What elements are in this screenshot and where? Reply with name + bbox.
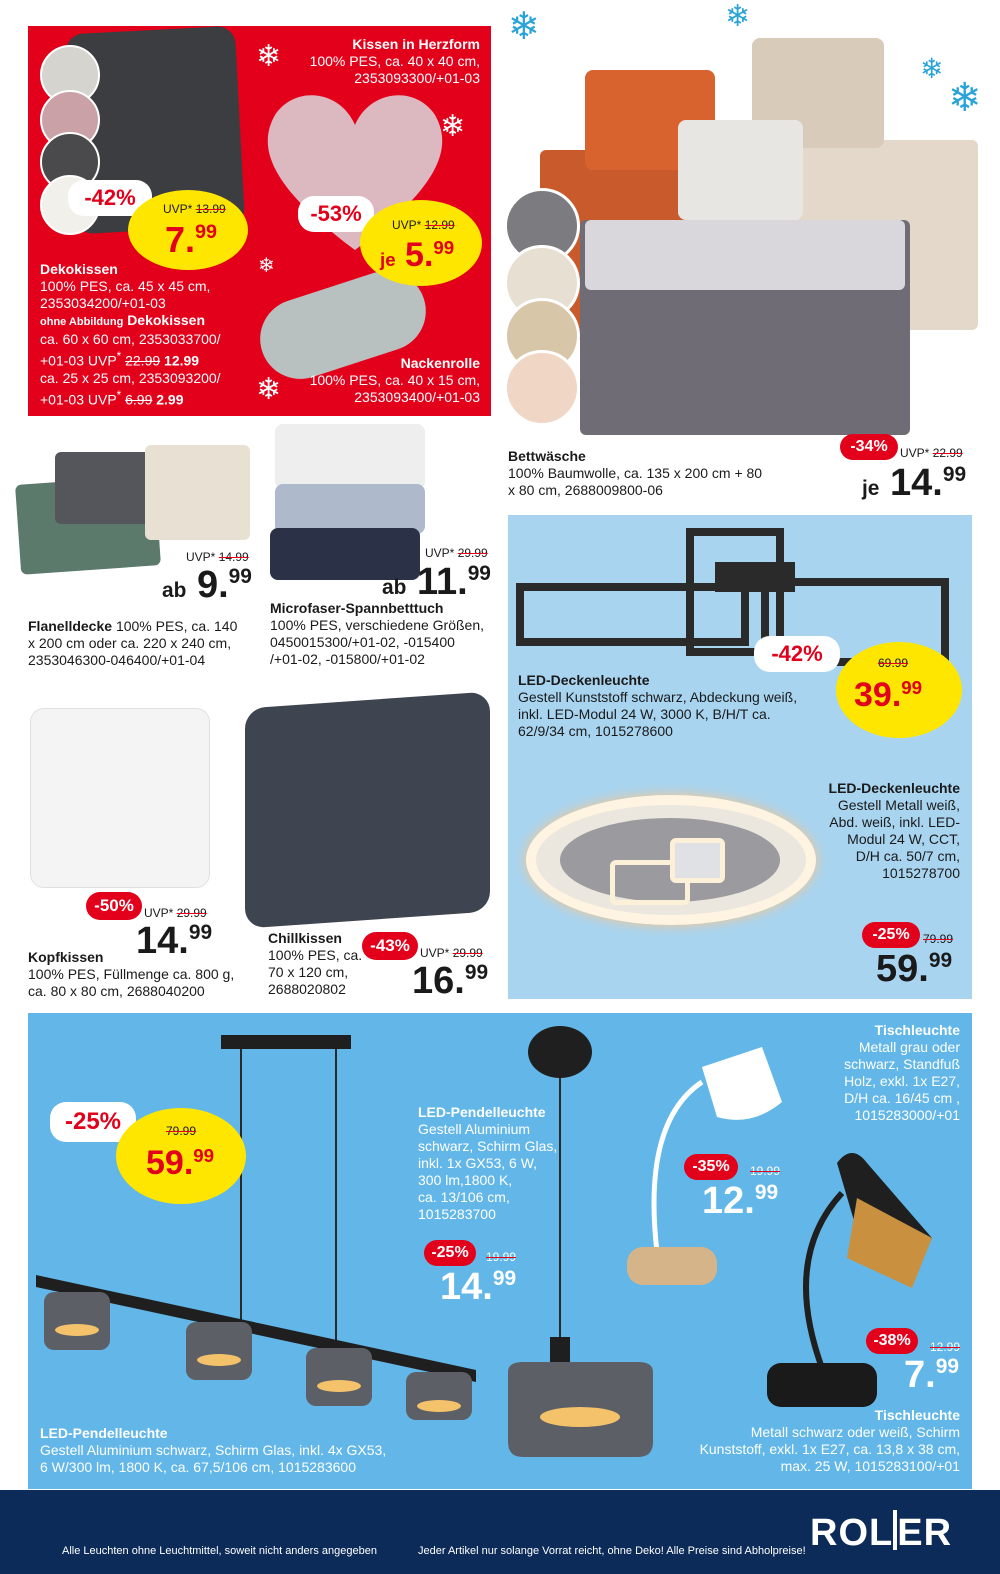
led-ceiling1-price: 39.99 bbox=[854, 676, 923, 714]
pendant-single-uvp: 19.99 bbox=[486, 1250, 517, 1264]
pendant-long-image bbox=[36, 1030, 486, 1430]
snowflake-icon: ❄ bbox=[256, 373, 282, 406]
led-ceiling2-price: 59.99 bbox=[876, 948, 953, 990]
swatch-rose-floral bbox=[504, 350, 580, 426]
snowflake-icon: ❄ bbox=[920, 53, 944, 84]
snowflake-icon: ❄ bbox=[440, 110, 466, 143]
heart-discount-badge: -53% bbox=[298, 196, 374, 232]
desk-lamp2-price: 7.99 bbox=[904, 1354, 959, 1396]
bettwaesche-discount-badge: -34% bbox=[840, 434, 898, 460]
pendant-long-text: LED-Pendelleuchte Gestell Aluminium schwarz, Schirm Glas, inkl. 4x GX53, 6 W/300 lm, 1800 K, ca. 67,5/106 cm, 1015283600 bbox=[40, 1425, 387, 1475]
heart-uvp: UVP* 12.99 bbox=[392, 218, 455, 232]
footer-note-left: Alle Leuchten ohne Leuchtmittel, soweit nicht anders angegeben bbox=[62, 1545, 377, 1557]
deko-price: 7.99 bbox=[165, 219, 218, 260]
flanelldecke-beige-image bbox=[145, 445, 250, 540]
pendant-single-discount-badge: -25% bbox=[424, 1240, 476, 1266]
chillkissen-image bbox=[245, 691, 490, 928]
flanelldecke-uvp: UVP* 14.99 bbox=[186, 550, 249, 564]
kopfkissen-text: Kopfkissen 100% PES, Füllmenge ca. 800 g, ca. 80 x 80 cm, 2688040200 bbox=[28, 949, 235, 999]
kopfkissen-price: 14.99 bbox=[136, 920, 213, 962]
deko-discount-badge: -42% bbox=[68, 180, 152, 216]
snowflake-icon: ❄ bbox=[256, 40, 282, 73]
led-ceiling-round-panel2 bbox=[670, 838, 725, 883]
roller-logo: ROL ER bbox=[810, 1512, 953, 1554]
microfaser-price: ab 11.99 bbox=[382, 561, 491, 603]
led-ceiling2-text: LED-Deckenleuchte Gestell Metall weiß, Abd. weiß, inkl. LED- Modul 24 W, CCT, D/H ca. 50/7 cm, 1015278700 bbox=[828, 780, 960, 881]
led-ceiling1-uvp: 69.99 bbox=[878, 656, 909, 670]
chillkissen-text: Chillkissen 100% PES, ca. 70 x 120 cm, 2688020802 bbox=[268, 930, 363, 997]
heart-price: je 5.99 bbox=[380, 236, 455, 274]
kopfkissen-uvp: UVP* 29.99 bbox=[144, 906, 207, 920]
microfaser-text: Microfaser-Spannbetttuch 100% PES, verschiedene Größen, 0450015300/+01-02, -015400 /+01-02, -015800/+01-02 bbox=[270, 600, 485, 667]
bettwaesche-text: Bettwäsche 100% Baumwolle, ca. 135 x 200 cm + 80 x 80 cm, 2688009800-06 bbox=[508, 448, 763, 498]
led-ceiling1-text: LED-Deckenleuchte Gestell Kunststoff schwarz, Abdeckung weiß, inkl. LED-Modul 24 W, 3000 K, B/H/T ca. 62/9/34 cm, 1015278600 bbox=[518, 672, 798, 739]
flanelldecke-text: Flanelldecke 100% PES, ca. 140 x 200 cm oder ca. 220 x 240 cm, 2353046300-046400/+01-04 bbox=[28, 618, 238, 668]
pillow-floral-image bbox=[678, 120, 803, 220]
bettwaesche-uvp: UVP* 22.99 bbox=[900, 446, 963, 460]
pendant-single-price: 14.99 bbox=[440, 1266, 517, 1308]
desk-lamp2-text: Tischleuchte Metall schwarz oder weiß, Schirm Kunststoff, exkl. 1x E27, ca. 13,8 x 38 cm, max. 25 W, 1015283100/+01 bbox=[699, 1407, 960, 1474]
chillkissen-discount-badge: -43% bbox=[362, 932, 418, 960]
kopfkissen-image bbox=[30, 708, 210, 888]
desk-lamp2-uvp: 12.99 bbox=[930, 1340, 961, 1354]
snowflake-icon: ❄ bbox=[948, 76, 982, 120]
microfaser-uvp: UVP* 29.99 bbox=[425, 546, 488, 560]
desk-lamp1-text: Tischleuchte Metall grau oder schwarz, Standfuß Holz, exkl. 1x E27, D/H ca. 16/45 cm , 1015283000/+01 bbox=[844, 1022, 960, 1123]
desk-lamp2-discount-badge: -38% bbox=[866, 1328, 918, 1354]
bettwaesche-price: je 14.99 bbox=[862, 462, 967, 504]
led-ceiling2-uvp: 79.99 bbox=[923, 932, 954, 946]
led-ceiling1-discount-badge: -42% bbox=[754, 636, 840, 672]
desk-lamp1-discount-badge: -35% bbox=[684, 1154, 738, 1180]
snowflake-icon: ❄ bbox=[258, 255, 275, 277]
heart-pillow-text: Kissen in Herzform 100% PES, ca. 40 x 40 cm, 2353093300/+01-03 bbox=[309, 36, 480, 86]
kopfkissen-discount-badge: -50% bbox=[86, 892, 142, 920]
footer-note-right: Jeder Artikel nur solange Vorrat reicht, ohne Deko! Alle Preise sind Abholpreise! bbox=[418, 1545, 806, 1557]
snowflake-icon: ❄ bbox=[508, 6, 540, 48]
dekokissen-text: Dekokissen 100% PES, ca. 45 x 45 cm, 2353034200/+01-03 ohne Abbildung Dekokissen ca. 60 x 60 cm, 2353033700/ +01-03 UVP* 22.99 12.99 ca. 25 x 25 cm, 2353093200/ +01-03 UVP* 6.99 2.99 bbox=[40, 261, 221, 408]
snowflake-icon: ❄ bbox=[725, 0, 751, 33]
chillkissen-uvp: UVP* 29.99 bbox=[420, 946, 483, 960]
nackenrolle-text: Nackenrolle 100% PES, ca. 40 x 15 cm, 2353093400/+01-03 bbox=[309, 355, 480, 405]
pendant-single-text: LED-Pendelleuchte Gestell Aluminium schwarz, Schirm Glas, inkl. 1x GX53, 6 W, 300 lm,1800 K, ca. 13/106 cm, 1015283700 bbox=[418, 1104, 558, 1222]
chillkissen-price: 16.99 bbox=[412, 960, 489, 1002]
led-ceiling2-discount-badge: -25% bbox=[862, 922, 920, 948]
desk-lamp1-uvp: 19.99 bbox=[750, 1164, 781, 1178]
spannbetttuch-white-image bbox=[275, 424, 425, 489]
pendant-long-discount-badge: -25% bbox=[50, 1102, 136, 1142]
flanelldecke-price: ab 9.99 bbox=[162, 564, 252, 606]
bedding-grey-top-image bbox=[585, 220, 905, 290]
deko-uvp: UVP* 13.99 bbox=[163, 202, 226, 216]
spannbetttuch-blue-image bbox=[275, 484, 425, 534]
pendant-long-price: 59.99 bbox=[146, 1144, 215, 1182]
desk-lamp1-price: 12.99 bbox=[702, 1180, 779, 1222]
pendant-long-uvp: 79.99 bbox=[166, 1124, 197, 1138]
